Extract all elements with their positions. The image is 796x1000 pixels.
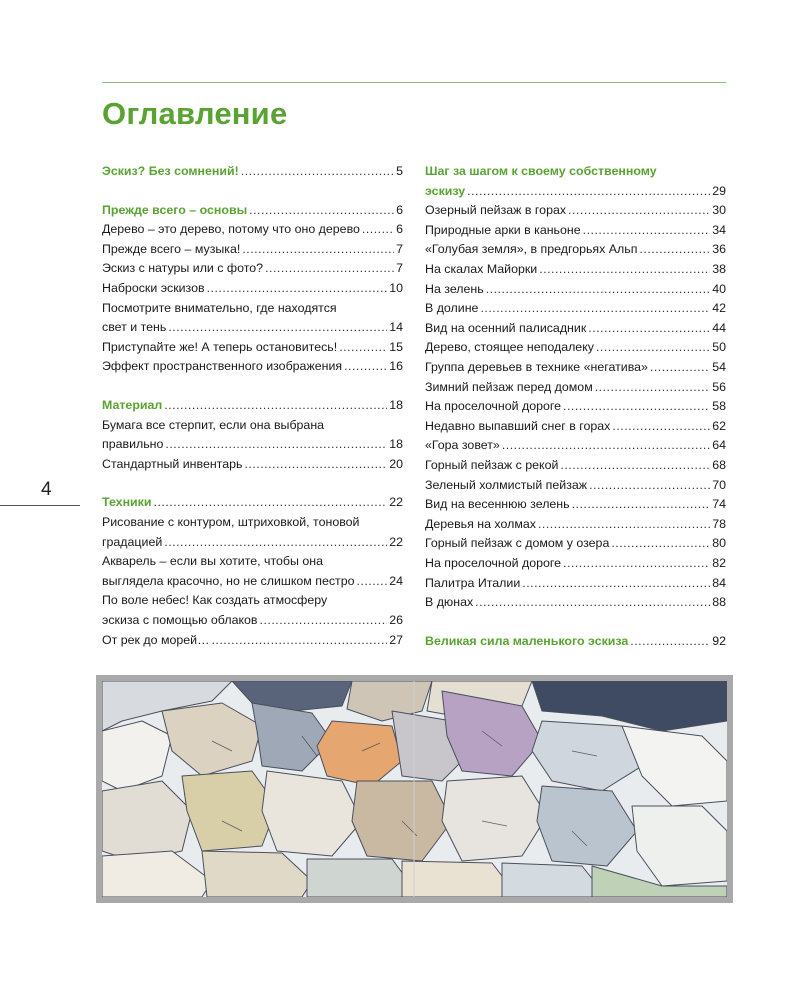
toc-entry-title: На скалах Майорки bbox=[425, 262, 538, 276]
toc-entry-title: Эффект пространственного изображения bbox=[102, 359, 343, 374]
toc-entry[interactable] bbox=[102, 611, 403, 630]
toc-entry-title: Эскиз? Без сомнений! bbox=[102, 164, 239, 178]
dot-leader bbox=[650, 358, 710, 377]
toc-entry-title: «Голубая земля», в предгорьях Альп bbox=[425, 242, 638, 257]
dot-leader bbox=[154, 493, 388, 512]
toc-entry-page: 88 bbox=[712, 595, 726, 610]
toc-entry[interactable] bbox=[425, 397, 726, 416]
toc-entry-title: На проселочной дороге bbox=[425, 556, 562, 570]
dot-leader bbox=[211, 631, 387, 650]
toc-entry-title: Озерный пейзаж в горах bbox=[425, 203, 567, 218]
toc-entry-page: 34 bbox=[712, 222, 726, 237]
toc-entry-title: Природные арки в каньоне bbox=[425, 222, 581, 237]
toc-entry-page: 80 bbox=[712, 536, 726, 551]
toc-entry[interactable] bbox=[102, 416, 403, 435]
toc-entry[interactable] bbox=[102, 299, 403, 318]
toc-entry-title: «Гора зовет» bbox=[425, 438, 500, 453]
dot-leader bbox=[563, 397, 710, 416]
dot-leader bbox=[563, 554, 710, 573]
toc-entry-page: 36 bbox=[712, 242, 726, 257]
toc-entry[interactable] bbox=[102, 240, 403, 259]
dot-leader bbox=[249, 201, 394, 220]
toc-entry[interactable] bbox=[425, 338, 726, 357]
dot-leader bbox=[502, 436, 710, 455]
dot-leader bbox=[339, 338, 387, 357]
dot-leader bbox=[589, 476, 710, 495]
toc-entry-title: Эскиз с натуры или с фото? bbox=[102, 261, 264, 276]
toc-entry-title: На зелень bbox=[425, 281, 484, 296]
toc-entry[interactable] bbox=[102, 357, 403, 376]
dot-leader bbox=[595, 378, 710, 397]
toc-entry-page: 22 bbox=[389, 495, 403, 510]
toc-entry-title: выглядела красочно, но не слишком пестро bbox=[102, 573, 355, 588]
toc-entry-page: 56 bbox=[712, 379, 726, 394]
toc-entry[interactable] bbox=[425, 476, 726, 495]
dot-leader bbox=[362, 220, 394, 239]
toc-entry-title: Техники bbox=[102, 495, 152, 510]
toc-entry-page: 6 bbox=[396, 222, 403, 237]
toc-entry-page: 70 bbox=[712, 477, 726, 492]
toc-entry[interactable] bbox=[102, 435, 403, 454]
dot-leader bbox=[639, 240, 710, 259]
toc-entry-page: 7 bbox=[396, 261, 403, 276]
toc-section-heading[interactable] bbox=[425, 182, 726, 201]
toc-entry[interactable] bbox=[425, 260, 726, 279]
toc-entry-page: 24 bbox=[389, 573, 403, 588]
toc-entry-page: 14 bbox=[389, 320, 403, 335]
toc-entry[interactable] bbox=[425, 280, 726, 299]
toc-entry-page: 68 bbox=[712, 458, 726, 472]
toc-entry-title: Бумага все стерпит, если она выбрана bbox=[102, 417, 325, 432]
dot-leader bbox=[242, 240, 394, 259]
toc-entry[interactable] bbox=[102, 279, 403, 298]
dot-leader bbox=[207, 279, 388, 298]
toc-entry[interactable] bbox=[425, 574, 726, 593]
toc-entry[interactable] bbox=[102, 455, 403, 474]
toc-entry-title: свет и тень bbox=[102, 320, 167, 335]
toc-section-heading[interactable] bbox=[102, 493, 403, 512]
toc-entry-title: эскизу bbox=[425, 183, 466, 198]
toc-entry-title: В дюнах bbox=[425, 595, 474, 610]
toc-section-heading[interactable] bbox=[102, 201, 403, 220]
toc-entry-page: 62 bbox=[712, 418, 726, 433]
dot-leader bbox=[522, 574, 710, 593]
toc-entry-page: 15 bbox=[389, 339, 403, 354]
toc-entry-title: В долине bbox=[425, 301, 479, 316]
top-rule bbox=[102, 82, 726, 83]
dot-leader bbox=[356, 572, 387, 591]
toc-entry-title: Горный пейзаж с рекой bbox=[425, 458, 559, 472]
dot-leader bbox=[560, 456, 710, 475]
toc-entry-title: Прежде всего – музыка! bbox=[102, 241, 241, 256]
toc-entry[interactable] bbox=[425, 240, 726, 259]
toc-entry[interactable] bbox=[102, 220, 403, 239]
toc-entry[interactable] bbox=[102, 338, 403, 357]
dot-leader bbox=[244, 455, 387, 474]
dot-leader bbox=[168, 318, 387, 337]
toc-entry[interactable] bbox=[102, 513, 403, 532]
toc-entry-page: 82 bbox=[712, 556, 726, 570]
toc-entry-page: 84 bbox=[712, 575, 726, 590]
toc-entry-title: Вид на весеннюю зелень bbox=[425, 497, 570, 512]
toc-entry-title: правильно bbox=[102, 437, 164, 452]
toc-entry-page: 30 bbox=[712, 203, 726, 218]
toc-entry[interactable] bbox=[425, 436, 726, 455]
toc-entry-title: По воле небес! Как создать атмосферу bbox=[102, 593, 328, 608]
toc-entry[interactable] bbox=[102, 533, 403, 552]
toc-entry-title: Горный пейзаж с домом у озера bbox=[425, 536, 610, 551]
toc-entry-page: 64 bbox=[712, 438, 726, 453]
toc-entry-title: Дерево, стоящее неподалеку bbox=[425, 340, 594, 355]
toc-entry-title: Деревья на холмах bbox=[425, 516, 536, 531]
toc-entry-page: 42 bbox=[712, 301, 726, 316]
dot-leader bbox=[572, 495, 711, 514]
toc-entry-page: 92 bbox=[712, 633, 726, 648]
toc-entry-title: Стандартный инвентарь bbox=[102, 456, 243, 471]
toc-entry-page: 5 bbox=[396, 164, 403, 178]
toc-entry-page: 7 bbox=[396, 241, 403, 256]
toc-entry[interactable] bbox=[102, 631, 403, 650]
toc-entry-page: 74 bbox=[712, 497, 726, 512]
toc-entry-page: 27 bbox=[389, 632, 403, 647]
toc-section-heading[interactable] bbox=[102, 162, 403, 181]
dot-leader bbox=[568, 201, 710, 220]
toc-entry-title: Рисование с контуром, штриховкой, тоновой bbox=[102, 515, 360, 529]
toc-entry-title: Великая сила маленького эскиза bbox=[425, 633, 629, 648]
toc-entry-title: Группа деревьев в технике «негатива» bbox=[425, 360, 648, 374]
toc-entry-page: 58 bbox=[712, 399, 726, 414]
toc-entry[interactable] bbox=[102, 318, 403, 337]
dot-leader bbox=[630, 632, 710, 651]
toc-entry-page: 38 bbox=[712, 262, 726, 276]
toc-entry-page: 29 bbox=[712, 183, 726, 198]
toc-entry[interactable] bbox=[425, 593, 726, 612]
toc-section-heading[interactable] bbox=[102, 396, 403, 415]
toc-entry-title: Зеленый холмистый пейзаж bbox=[425, 477, 588, 492]
toc-entry-title: Шаг за шагом к своему собственному bbox=[425, 164, 657, 178]
dot-leader bbox=[165, 435, 387, 454]
page-title: Оглавление bbox=[102, 96, 288, 131]
toc-entry[interactable] bbox=[102, 259, 403, 278]
toc-entry[interactable] bbox=[102, 572, 403, 591]
dot-leader bbox=[265, 259, 394, 278]
toc-entry-page: 6 bbox=[396, 202, 403, 217]
toc-entry-title: Наброски эскизов bbox=[102, 281, 205, 295]
dot-leader bbox=[538, 515, 710, 534]
toc-entry-page: 20 bbox=[389, 456, 403, 471]
dot-leader bbox=[588, 319, 710, 338]
toc-entry[interactable] bbox=[425, 456, 726, 475]
toc-entry[interactable] bbox=[425, 221, 726, 240]
toc-entry[interactable] bbox=[425, 201, 726, 220]
stones-drawing bbox=[102, 681, 727, 897]
toc-entry-title: Палитра Италии bbox=[425, 575, 521, 590]
dot-leader bbox=[596, 338, 710, 357]
toc-entry-page: 78 bbox=[712, 516, 726, 531]
toc-entry-page: 44 bbox=[712, 320, 726, 335]
toc-entry-page: 16 bbox=[389, 359, 403, 374]
toc-entry-page: 50 bbox=[712, 340, 726, 355]
toc-entry-page: 54 bbox=[712, 360, 726, 374]
dot-leader bbox=[344, 357, 387, 376]
toc-entry-title: Зимний пейзаж перед домом bbox=[425, 379, 593, 394]
dot-leader bbox=[241, 162, 394, 181]
toc-entry-page: 40 bbox=[712, 281, 726, 296]
dot-leader bbox=[583, 221, 711, 240]
toc-entry[interactable] bbox=[425, 495, 726, 514]
toc-entry[interactable] bbox=[102, 552, 403, 571]
watercolor-stones-illustration bbox=[96, 675, 733, 903]
toc-entry-page: 26 bbox=[389, 613, 403, 627]
toc-entry-title: Вид на осенний палисадник bbox=[425, 320, 587, 335]
toc-entry-page: 10 bbox=[389, 281, 403, 295]
dot-leader bbox=[611, 534, 710, 553]
page-number-rule bbox=[0, 505, 80, 506]
dot-leader bbox=[260, 611, 388, 630]
toc-entry-title: На проселочной дороге bbox=[425, 399, 562, 414]
toc-entry[interactable] bbox=[102, 591, 403, 610]
toc-entry-title: Недавно выпавший снег в горах bbox=[425, 418, 611, 433]
dot-leader bbox=[475, 593, 710, 612]
dot-leader bbox=[164, 533, 387, 552]
dot-leader bbox=[164, 396, 387, 415]
toc-entry[interactable] bbox=[425, 534, 726, 553]
toc-entry-title: Прежде всего – основы bbox=[102, 202, 248, 217]
dot-leader bbox=[539, 260, 710, 279]
page-number: 4 bbox=[41, 479, 52, 500]
dot-leader bbox=[467, 182, 710, 201]
toc-section-heading[interactable] bbox=[425, 632, 726, 651]
toc-entry[interactable] bbox=[425, 417, 726, 436]
toc-entry-title: Акварель – если вы хотите, чтобы она bbox=[102, 554, 323, 569]
toc-entry[interactable] bbox=[425, 515, 726, 534]
toc-entry-title: Посмотрите внимательно, где находятся bbox=[102, 300, 337, 315]
toc-entry-title: Материал bbox=[102, 398, 163, 412]
dot-leader bbox=[480, 299, 710, 318]
toc-entry[interactable] bbox=[425, 358, 726, 377]
toc-entry-page: 22 bbox=[389, 534, 403, 549]
toc-entry-title: градацией bbox=[102, 534, 163, 549]
toc-entry-title: Приступайте же! А теперь остановитесь! bbox=[102, 339, 338, 354]
dot-leader bbox=[486, 280, 710, 299]
toc-entry[interactable] bbox=[425, 378, 726, 397]
toc-entry-title: эскиза с помощью облаков bbox=[102, 613, 258, 627]
toc-entry-page: 18 bbox=[389, 437, 403, 452]
toc-section-heading[interactable] bbox=[425, 162, 726, 181]
toc-entry-page: 18 bbox=[389, 398, 403, 412]
toc-entry[interactable] bbox=[425, 554, 726, 573]
dot-leader bbox=[612, 417, 710, 436]
toc-entry[interactable] bbox=[425, 319, 726, 338]
toc-entry-title: Дерево – это дерево, потому что оно дерево bbox=[102, 222, 360, 237]
toc-entry[interactable] bbox=[425, 299, 726, 318]
toc-entry-title: От рек до морей… bbox=[102, 632, 210, 647]
